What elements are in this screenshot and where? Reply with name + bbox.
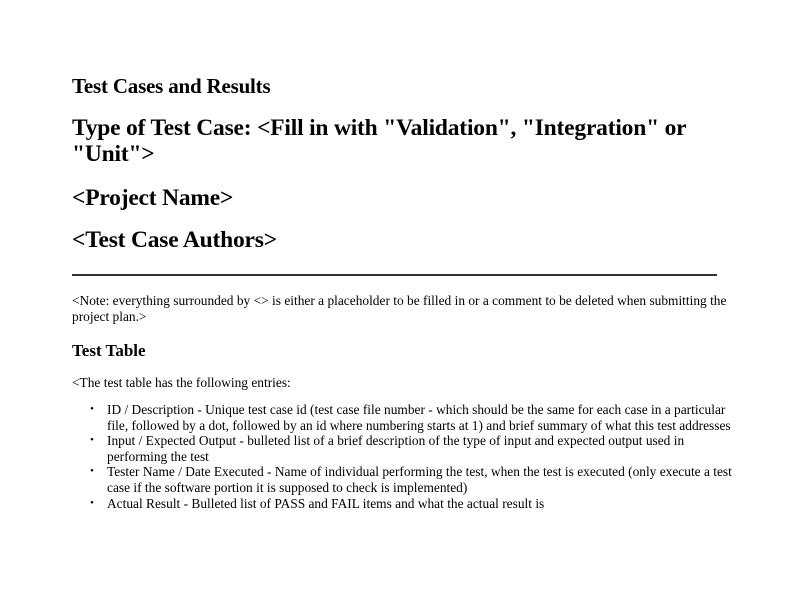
test-case-type-heading: Type of Test Case: <Fill in with "Validation", "Integration" or "Unit"> [72, 115, 686, 167]
test-case-authors-heading: <Test Case Authors> [72, 227, 277, 253]
document-title: Test Cases and Results [72, 74, 271, 98]
bullet-icon: • [90, 465, 94, 478]
entry-text: Actual Result - Bulleted list of PASS and FAIL items and what the actual result is [107, 495, 545, 511]
list-item [72, 464, 732, 495]
placeholder-note: <Note: everything surrounded by <> is either a placeholder to be filled in or a comment to be deleted when submitting the project plan.> [72, 293, 727, 324]
test-table-entries-list [72, 402, 732, 511]
bullet-icon: • [90, 496, 94, 509]
horizontal-rule [72, 274, 717, 276]
list-item [72, 496, 732, 512]
bullet-icon: • [90, 403, 94, 415]
bullet-icon: • [90, 434, 94, 447]
test-table-intro: <The test table has the following entries: [72, 375, 291, 390]
project-name-heading: <Project Name> [72, 185, 234, 211]
entry-text: ID / Description - Unique test case id (test case file number - which should be the same for each case in a particular file, followed by a dot, followed by an id where numbering starts at 1) and brief summary of what this test addresses [107, 402, 731, 433]
list-item [72, 402, 732, 433]
list-item [72, 433, 732, 464]
entry-text: Tester Name / Date Executed - Name of individual performing the test, when the test is executed (only execute a test case if the software portion it is supposed to check is implemented) [107, 464, 732, 495]
test-table-heading: Test Table [72, 341, 146, 360]
entry-text: Input / Expected Output - bulleted list of a brief description of the type of input and expected output used in performing the test [107, 433, 685, 464]
